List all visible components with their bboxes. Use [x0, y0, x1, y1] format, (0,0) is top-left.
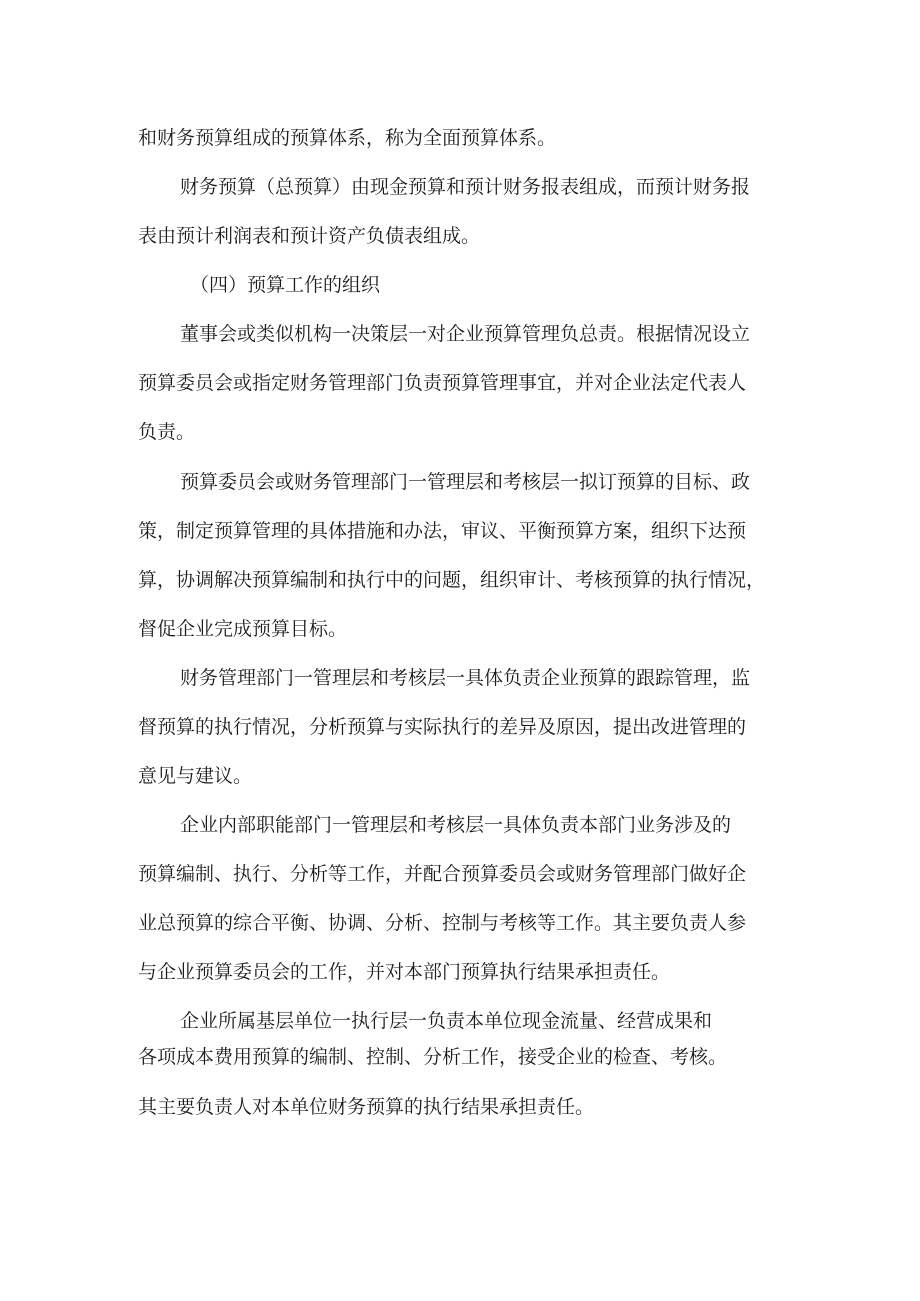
paragraph-line: 财务管理部门一管理层和考核层一具体负责企业预算的跟踪管理，监	[180, 667, 751, 689]
paragraph-line: 算，协调解决预算编制和执行中的问题，组织审计、考核预算的执行情况，	[138, 569, 766, 591]
paragraph-line: 负责。	[138, 421, 196, 443]
paragraph-line: 预算编制、执行、分析等工作，并配合预算委员会或财务管理部门做好企	[138, 863, 747, 885]
paragraph-line: 业总预算的综合平衡、协调、分析、控制与考核等工作。其主要负责人参	[138, 912, 747, 934]
paragraph-line: 各项成本费用预算的编制、控制、分析工作，接受企业的检查、考核。	[138, 1046, 728, 1068]
paragraph-line: 董事会或类似机构一决策层一对企业预算管理负总责。根据情况设立	[180, 323, 751, 345]
paragraph-line: 和财务预算组成的预算体系，称为全面预算体系。	[138, 127, 557, 149]
section-heading: （四）预算工作的组织	[190, 274, 381, 296]
paragraph-line: 财务预算（总预算）由现金预算和预计财务报表组成，而预计财务报	[180, 176, 751, 198]
paragraph-line: 表由预计利润表和预计资产负债表组成。	[138, 225, 481, 247]
paragraph-line: 督预算的执行情况，分析预算与实际执行的差异及原因，提出改进管理的	[138, 716, 747, 738]
paragraph-line: 预算委员会或指定财务管理部门负责预算管理事宜，并对企业法定代表人	[138, 372, 747, 394]
paragraph-line: 督促企业完成预算目标。	[138, 618, 348, 640]
paragraph-line: 其主要负责人对本单位财务预算的执行结果承担责任。	[138, 1096, 595, 1118]
paragraph-line: 预算委员会或财务管理部门一管理层和考核层一拟订预算的目标、政	[180, 471, 751, 493]
paragraph-line: 意见与建议。	[138, 765, 253, 787]
paragraph-line: 策，制定预算管理的具体措施和办法，审议、平衡预算方案，组织下达预	[138, 520, 747, 542]
paragraph-line: 企业所属基层单位一执行层一负责本单位现金流量、经营成果和	[180, 1010, 713, 1032]
paragraph-line: 与企业预算委员会的工作，并对本部门预算执行结果承担责任。	[138, 961, 671, 983]
paragraph-line: 企业内部职能部门一管理层和考核层一具体负责本部门业务涉及的	[180, 814, 732, 836]
